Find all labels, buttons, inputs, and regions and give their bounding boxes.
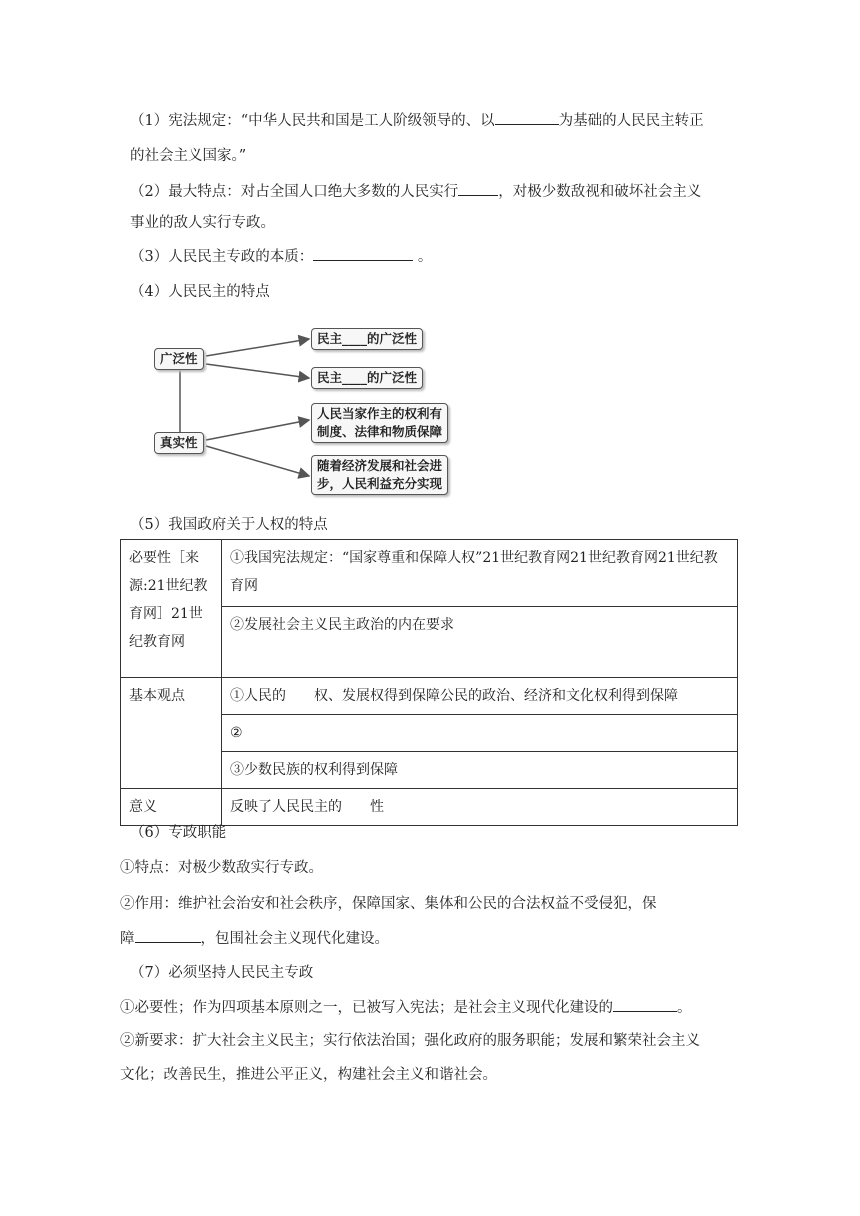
box-interests-line1: 随着经济发展和社会进 — [317, 458, 443, 473]
item-6a: ①特点：对极少数敌实行专政。 — [120, 860, 323, 876]
item-6b-text-b: ，包围社会主义现代化建设。 — [200, 931, 389, 947]
item-6b-line1: ②作用：维护社会治安和社会秩序，保障国家、集体和公民的合法权益不受侵犯，保 — [120, 896, 657, 912]
row-viewpoint-cell-3: ③少数民族的权利得到保障 — [222, 752, 738, 789]
table-row — [121, 540, 738, 607]
box-rights-line2: 制度、法律和物质保障 — [317, 424, 443, 439]
item-4-heading: （4）人民民主的特点 — [130, 284, 270, 300]
arrow-real-box3 — [206, 420, 309, 440]
row-significance-cell: 反映了人民民主的 性 — [222, 789, 738, 826]
row-viewpoint-cell-2: ② — [222, 715, 738, 752]
row-significance-head: 意义 — [121, 789, 222, 826]
node-broad: 广泛性 — [154, 348, 204, 370]
item-2-text-a: （2）最大特点：对占全国人口绝大多数的人民实行 — [130, 184, 459, 200]
box-interests-line2: 步，人民利益充分实现 — [317, 476, 443, 491]
item-6b-line2 — [120, 928, 389, 949]
row-necessity-cell-1: ①我国宪法规定：“国家尊重和保障人权”21世纪教育网21世纪教育网21世纪教育网 — [222, 540, 738, 607]
human-rights-table — [120, 539, 738, 826]
item-6b-blank[interactable] — [135, 928, 201, 943]
item-5-heading: （5）我国政府关于人权的特点 — [130, 517, 328, 533]
box-interests-realized — [311, 455, 448, 495]
row-necessity-head: 必要性［来源:21世纪教育网］21世纪教育网 — [121, 540, 222, 678]
box-democratic-content: 民主____的广泛性 — [311, 367, 423, 389]
arrow-real-box4 — [206, 446, 309, 476]
row-necessity-cell-2: ②发展社会主义民主政治的内在要求 — [222, 607, 738, 678]
item-7a-blank[interactable] — [613, 997, 677, 1012]
item-2-line2: 事业的敌人实行专政。 — [130, 215, 275, 231]
row-viewpoint-head: 基本观点 — [121, 678, 222, 789]
item-3-text-a: （3）人民民主专政的本质： — [130, 249, 314, 265]
item-1-line2: 的社会主义国家。” — [130, 148, 247, 164]
item-7-heading: （7）必须坚持人民民主专政 — [130, 965, 314, 981]
item-7a-text-b: 。 — [677, 1000, 692, 1016]
table-row — [121, 789, 738, 826]
box-rights-line1: 人民当家作主的权利有 — [317, 406, 443, 421]
box-rights-guaranteed — [311, 403, 448, 443]
arrow-broad-box1 — [206, 339, 309, 356]
item-7a — [120, 997, 692, 1018]
row-viewpoint-cell-1: ①人民的 权、发展权得到保障公民的政治、经济和文化权利得到保障 — [222, 678, 738, 715]
item-3-text-b: 。 — [417, 249, 433, 265]
item-2-text-b: ，对极少数敌视和破坏社会主义 — [498, 184, 702, 200]
node-real: 真实性 — [154, 432, 204, 454]
item-1-text-b: 为基础的人民民主转正 — [558, 113, 704, 129]
arrow-broad-box2 — [206, 364, 309, 378]
item-7a-text-a: ①必要性；作为四项基本原则之一，已被写入宪法；是社会主义现代化建设的 — [120, 1000, 613, 1016]
box-democratic-subject: 民主____的广泛性 — [311, 328, 423, 350]
item-6-heading: （6）专政职能 — [130, 825, 227, 841]
item-1-text-a: （1）宪法规定：“中华人民共和国是工人阶级领导的、以 — [130, 113, 495, 129]
item-7b-line2: 文化；改善民生，推进公平正义，构建社会主义和谐社会。 — [120, 1067, 497, 1083]
table-row — [121, 678, 738, 715]
item-7b-line1: ②新要求：扩大社会主义民主；实行依法治国；强化政府的服务职能；发展和繁荣社会主义 — [120, 1033, 700, 1049]
item-6b-text-a: 障 — [120, 931, 135, 947]
